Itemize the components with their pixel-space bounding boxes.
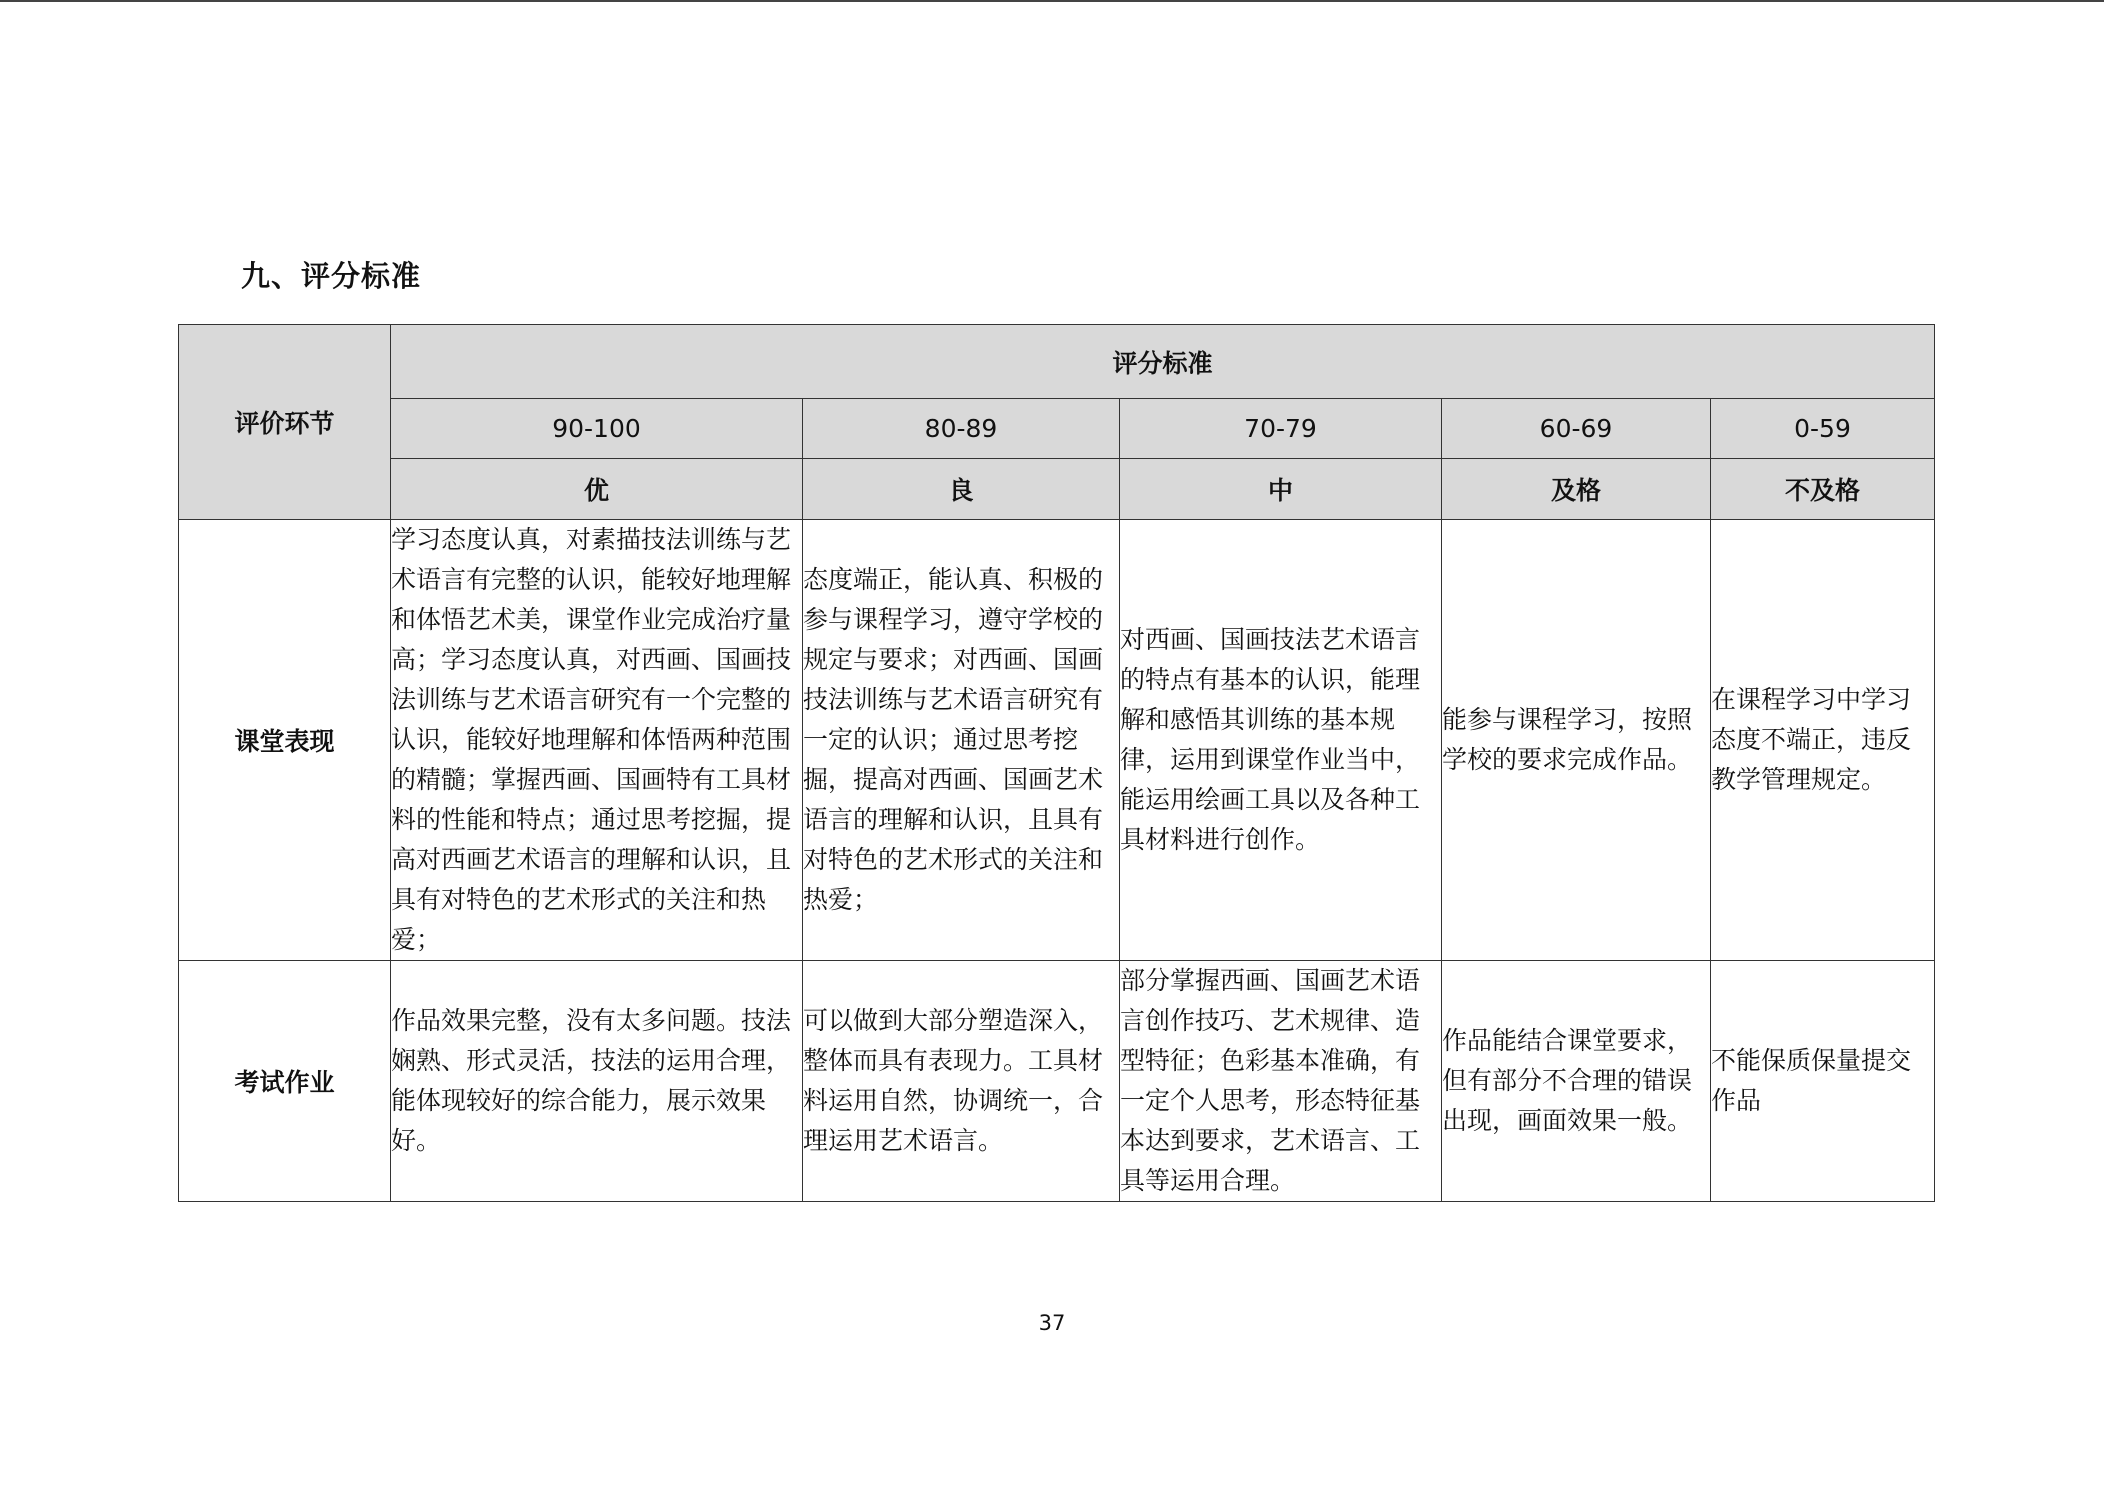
range-header: 60-69	[1442, 399, 1711, 459]
range-header: 0-59	[1711, 399, 1935, 459]
criteria-header: 评分标准	[391, 325, 1935, 399]
header-row-ranges	[179, 399, 1935, 459]
table-row	[179, 520, 1935, 961]
table-cell: 对西画、国画技法艺术语言的特点有基本的认识，能理解和感悟其训练的基本规律，运用到课堂作业当中，能运用绘画工具以及各种工具材料进行创作。	[1120, 520, 1442, 961]
page-number: 37	[1038, 1311, 1066, 1335]
grade-header: 优	[391, 459, 803, 520]
table-row	[179, 961, 1935, 1202]
grade-header: 不及格	[1711, 459, 1935, 520]
grade-header: 中	[1120, 459, 1442, 520]
table-cell: 学习态度认真，对素描技法训练与艺术语言有完整的认识，能较好地理解和体悟艺术美，课堂作业完成治疗量高；学习态度认真，对西画、国画技法训练与艺术语言研究有一个完整的认识，能较好地理解和体悟两种范围的精髓；掌握西画、国画特有工具材料的性能和特点；通过思考挖掘，提高对西画艺术语言的理解和认识，且具有对特色的艺术形式的关注和热爱；	[391, 520, 803, 961]
table-cell: 态度端正，能认真、积极的参与课程学习，遵守学校的规定与要求；对西画、国画技法训练与艺术语言研究有一定的认识；通过思考挖掘，提高对西画、国画艺术语言的理解和认识，且具有对特色的艺术形式的关注和热爱；	[803, 520, 1120, 961]
range-header: 90-100	[391, 399, 803, 459]
header-row-grades	[179, 459, 1935, 520]
header-row-criteria	[179, 325, 1935, 399]
eval-header: 评价环节	[179, 325, 391, 520]
table-cell: 在课程学习中学习态度不端正，违反教学管理规定。	[1711, 520, 1935, 961]
table-cell: 部分掌握西画、国画艺术语言创作技巧、艺术规律、造型特征；色彩基本准确，有一定个人思考，形态特征基本达到要求，艺术语言、工具等运用合理。	[1120, 961, 1442, 1202]
page-top-border	[0, 0, 2104, 2]
range-header: 70-79	[1120, 399, 1442, 459]
table-cell: 作品效果完整，没有太多问题。技法娴熟、形式灵活，技法的运用合理， 能体现较好的综合能力，展示效果好。	[391, 961, 803, 1202]
grade-header: 良	[803, 459, 1120, 520]
row-label: 考试作业	[179, 961, 391, 1202]
table-cell: 可以做到大部分塑造深入，整体而具有表现力。工具材料运用自然，协调统一，合理运用艺术语言。	[803, 961, 1120, 1202]
table-cell: 能参与课程学习，按照学校的要求完成作品。	[1442, 520, 1711, 961]
grade-header: 及格	[1442, 459, 1711, 520]
table-cell: 作品能结合课堂要求，但有部分不合理的错误出现，画面效果一般。	[1442, 961, 1711, 1202]
row-label: 课堂表现	[179, 520, 391, 961]
section-title: 九、评分标准	[241, 259, 422, 293]
table-cell: 不能保质保量提交作品	[1711, 961, 1935, 1202]
range-header: 80-89	[803, 399, 1120, 459]
grading-table	[178, 324, 1935, 1202]
